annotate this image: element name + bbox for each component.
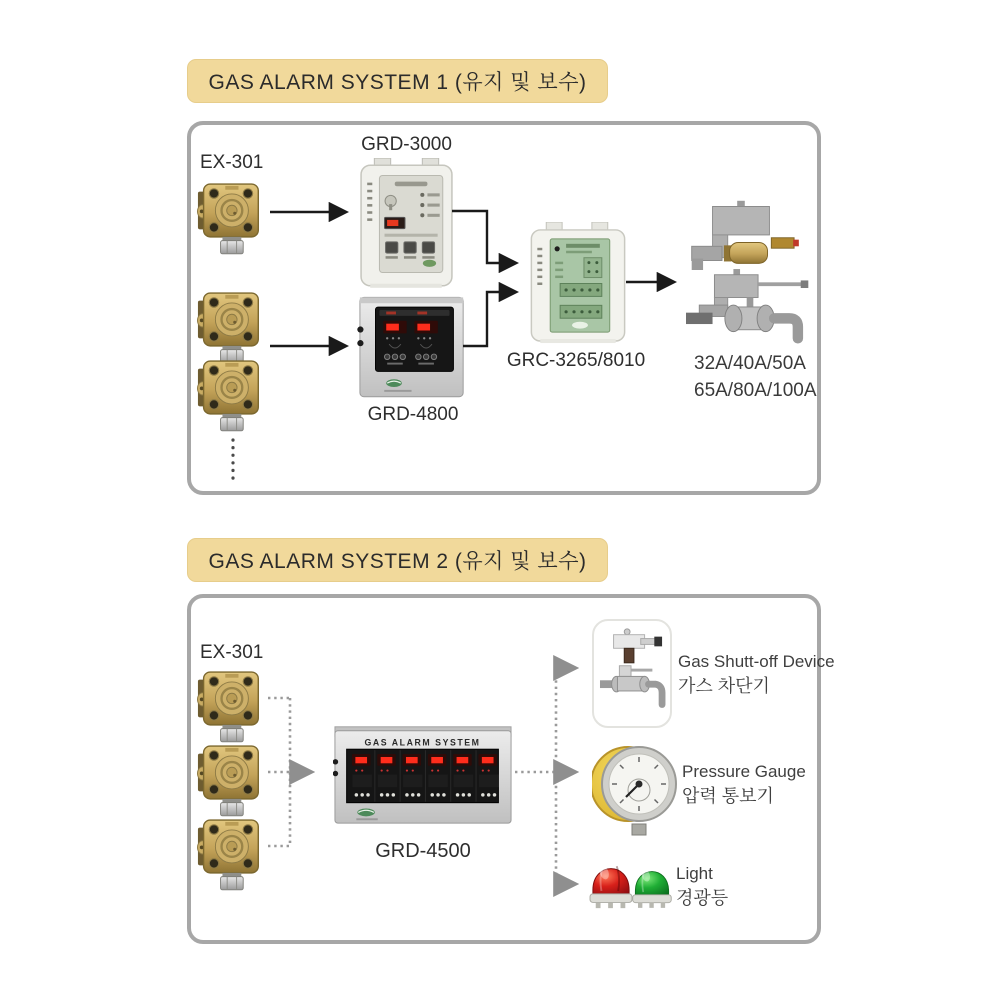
gas-sensor-icon xyxy=(197,742,263,818)
grd4800-controller xyxy=(357,294,469,404)
gas-sensor-icon xyxy=(197,289,263,365)
valve-size-line1: 32A/40A/50A xyxy=(694,353,806,374)
system2-sensor-label: EX-301 xyxy=(200,642,264,663)
grc-receiver-icon xyxy=(527,222,629,346)
grd4500-panel xyxy=(333,722,513,826)
output-pressure-label xyxy=(682,760,806,808)
valve-size-line2: 65A/80A/100A xyxy=(694,380,817,401)
gas-sensor-3 xyxy=(197,357,263,433)
valve-size-text xyxy=(694,350,817,404)
output-shutoff-label-en: Gas Shutt-off Device xyxy=(678,652,835,671)
system1-header-label: GAS ALARM SYSTEM 1 (유지 및 보수) xyxy=(208,71,587,94)
grd4500-label: GRD-4500 xyxy=(375,840,471,862)
system1-header xyxy=(187,59,608,103)
output-light-label-ko: 경광등 xyxy=(676,888,729,908)
output-light-label xyxy=(676,862,728,910)
system2-header xyxy=(187,538,608,582)
output-shutoff-label xyxy=(678,650,835,698)
shutoff-valves xyxy=(686,196,814,344)
grd4800-controller-icon xyxy=(357,294,469,404)
gas-sensor-icon xyxy=(197,816,263,892)
gas-sensor-1 xyxy=(197,180,263,256)
grd3000-label: GRD-3000 xyxy=(361,134,452,155)
pressure-gauge-icon xyxy=(592,734,687,839)
red-beacon-icon xyxy=(588,850,634,911)
output-shutoff-card xyxy=(592,619,672,728)
green-beacon-icon xyxy=(631,854,673,911)
output-shutoff-label-ko: 가스 차단기 xyxy=(678,676,770,696)
grc-label: GRC-3265/8010 xyxy=(506,350,646,371)
grd4800-label: GRD-4800 xyxy=(367,404,459,425)
gas-sensor-icon xyxy=(197,180,263,256)
gas-sensor-icon xyxy=(197,357,263,433)
gas-sensor-2 xyxy=(197,289,263,365)
output-light-label-en: Light xyxy=(676,864,713,883)
output-pressure-label-en: Pressure Gauge xyxy=(682,762,806,781)
gas-sensor-4 xyxy=(197,668,263,744)
output-pressure-gauge xyxy=(592,734,687,839)
system2-header-label: GAS ALARM SYSTEM 2 (유지 및 보수) xyxy=(208,550,587,573)
grd4500-panel-title: GAS ALARM SYSTEM xyxy=(364,737,481,748)
gas-sensor-5 xyxy=(197,742,263,818)
gas-shutoff-device-icon xyxy=(598,625,666,722)
gas-sensor-6 xyxy=(197,816,263,892)
system1-sensor-label: EX-301 xyxy=(200,152,264,173)
warning-light-green xyxy=(631,854,673,911)
warning-light-red xyxy=(588,850,634,911)
grd3000-controller xyxy=(358,158,455,291)
output-pressure-label-ko: 압력 통보기 xyxy=(682,786,774,806)
shutoff-valves-icon xyxy=(686,196,814,344)
grd3000-controller-icon xyxy=(358,158,455,291)
grc-receiver xyxy=(527,222,629,346)
grd4500-panel-icon xyxy=(333,722,513,826)
gas-sensor-icon xyxy=(197,668,263,744)
